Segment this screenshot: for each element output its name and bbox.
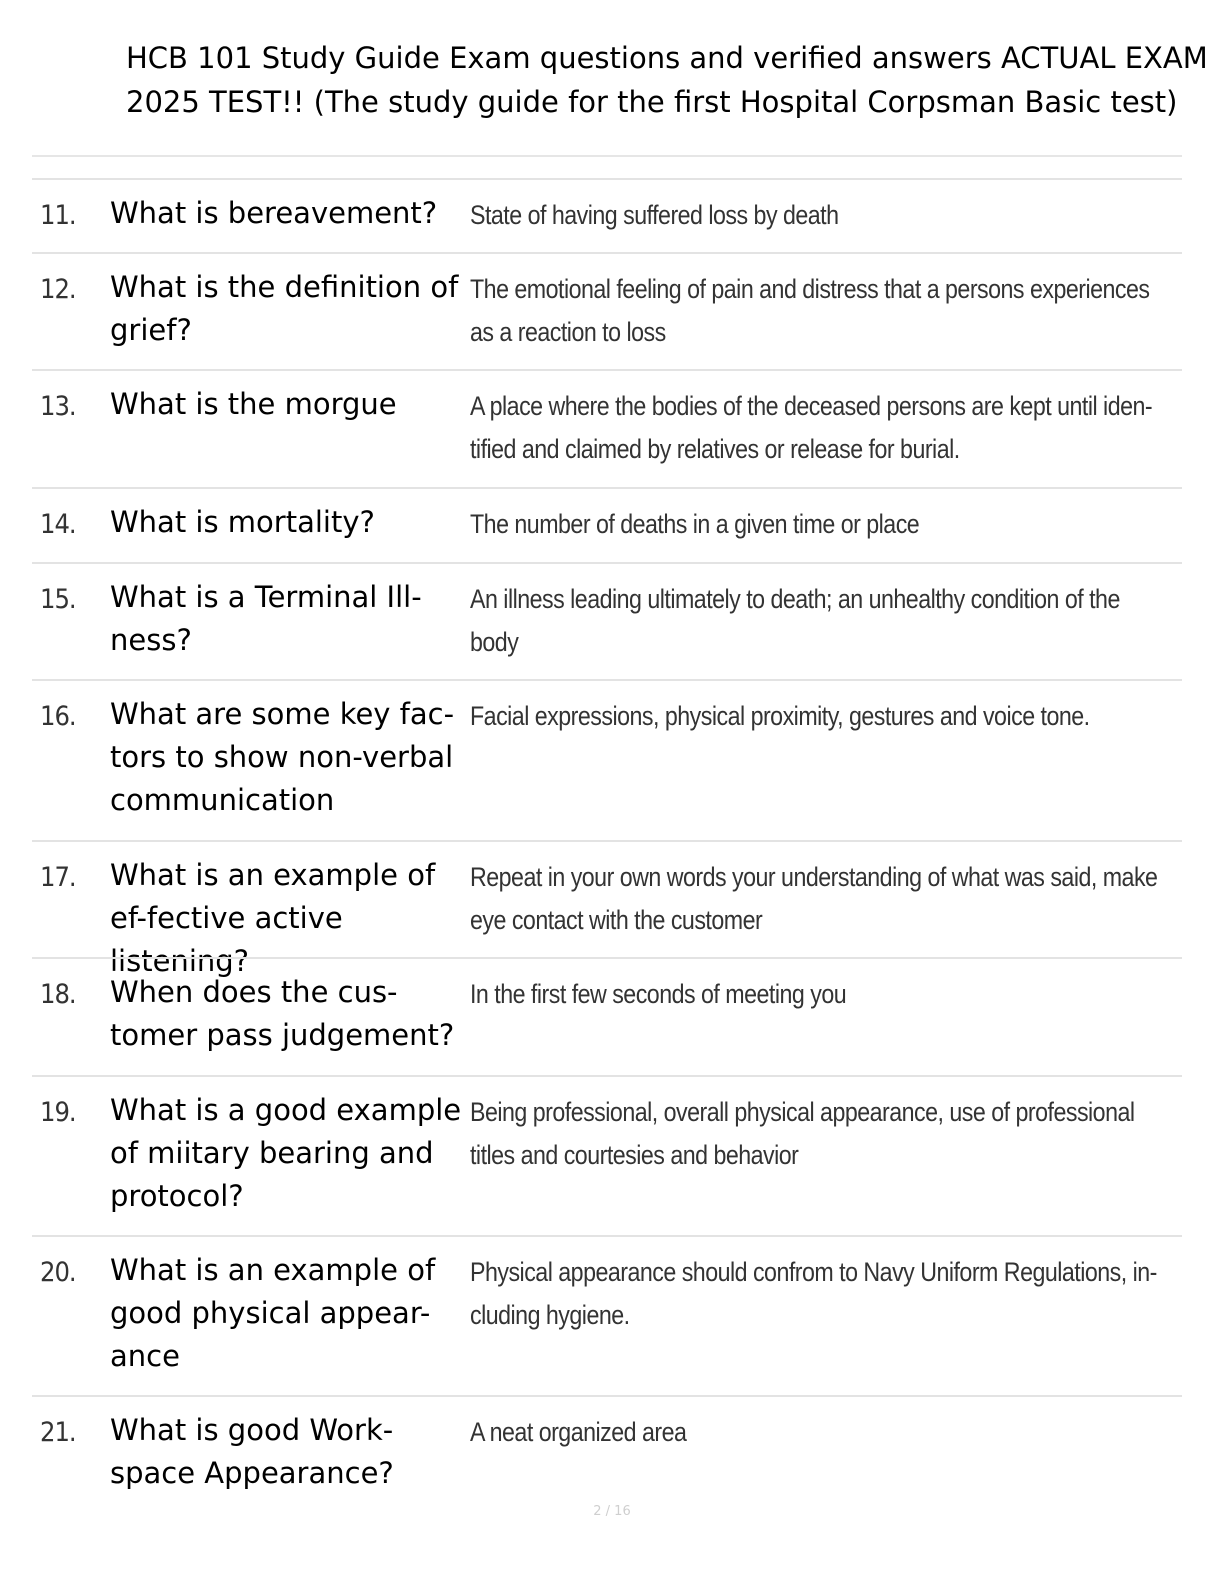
item-number: 15. (40, 584, 76, 615)
question: What is bereavement? (110, 196, 438, 230)
qa-item (32, 1395, 1182, 1505)
qa-item (32, 840, 1182, 978)
question: What is mortality? (110, 505, 375, 539)
qa-list (32, 178, 1182, 1505)
question: What is good Work-space Appearance? (110, 1413, 394, 1490)
answer: A neat organized area (470, 1417, 687, 1447)
question: What is an example of good physical appear-ance (110, 1253, 436, 1373)
item-number: 16. (40, 701, 76, 732)
answer: Being professional, overall physical appearance, use of professional titles and courtesies and behavior (470, 1097, 1135, 1170)
qa-item (32, 679, 1182, 840)
qa-item (32, 369, 1182, 487)
answer: An illness leading ultimately to death; an unhealthy condition of the body (470, 584, 1120, 657)
header-divider (32, 155, 1182, 157)
item-number: 18. (40, 979, 76, 1010)
answer: The number of deaths in a given time or place (470, 509, 920, 539)
question: When does the cus-tomer pass judgement? (110, 975, 455, 1052)
question: What is a Terminal Ill-ness? (110, 580, 422, 657)
qa-item (32, 1235, 1182, 1395)
item-number: 21. (40, 1417, 76, 1448)
qa-item (32, 178, 1182, 252)
document-title (126, 36, 1224, 126)
qa-item (32, 487, 1182, 562)
item-number: 12. (40, 274, 76, 305)
answer: Facial expressions, physical proximity, gestures and voice tone. (470, 701, 1090, 731)
question: What is an example of ef-fective active listening? (110, 858, 436, 978)
qa-item (32, 1075, 1182, 1235)
item-number: 19. (40, 1097, 76, 1128)
answer: In the first few seconds of meeting you (470, 979, 847, 1009)
answer: Physical appearance should confrom to Navy Uniform Regulations, in-cluding hygiene. (470, 1257, 1157, 1330)
question: What is the definition of grief? (110, 270, 459, 347)
question: What is a good example of miitary bearing and protocol? (110, 1093, 462, 1213)
item-number: 11. (40, 200, 76, 231)
title-line-2: 2025 TEST!! (The study guide for the first Hospital Corpsman Basic test) (126, 85, 1178, 119)
question: What are some key fac-tors to show non-verbal communication (110, 697, 455, 817)
question: What is the morgue (110, 387, 397, 421)
item-number: 20. (40, 1257, 76, 1288)
qa-item (32, 252, 1182, 369)
answer: The emotional feeling of pain and distress that a persons experiences as a reaction to loss (470, 274, 1150, 347)
qa-item (32, 562, 1182, 679)
answer: Repeat in your own words your understanding of what was said, make eye contact with the customer (470, 862, 1158, 935)
qa-item (32, 957, 1182, 1075)
answer: State of having suffered loss by death (470, 200, 839, 230)
answer: A place where the bodies of the deceased persons are kept until iden-tified and claimed by relatives or release for burial. (470, 391, 1153, 464)
item-number: 13. (40, 391, 76, 422)
page-number: 2 / 16 (593, 1504, 631, 1519)
item-number: 14. (40, 509, 76, 540)
title-line-1: HCB 101 Study Guide Exam questions and verified answers ACTUAL EXAM (126, 41, 1208, 75)
item-number: 17. (40, 862, 76, 893)
